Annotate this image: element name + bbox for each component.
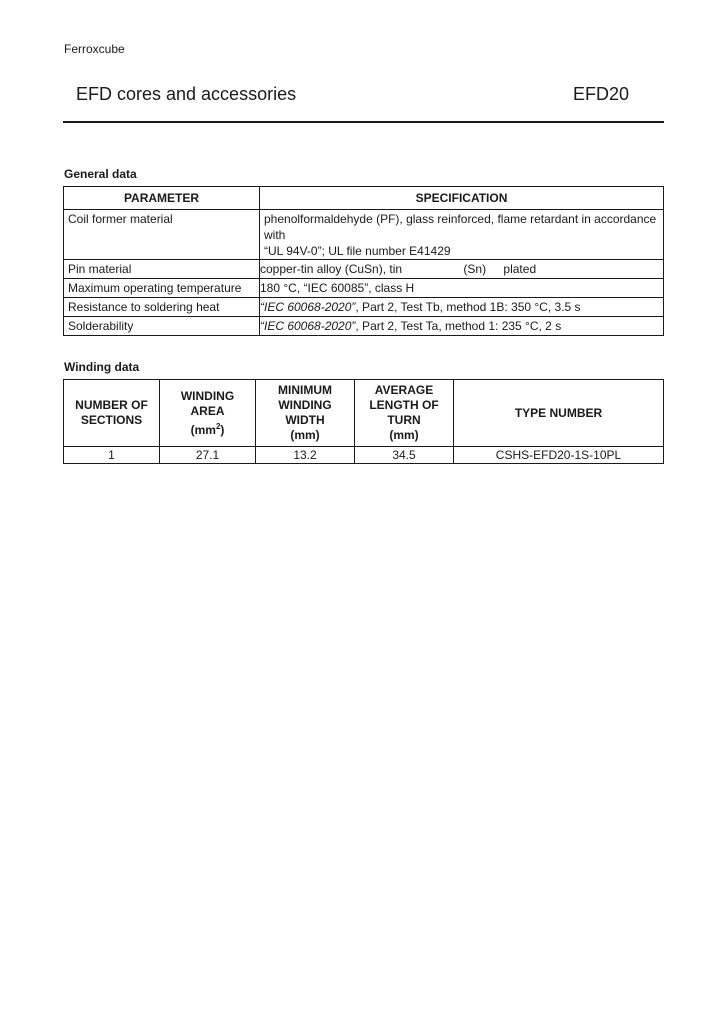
standard-ref: “IEC 60068-2020”	[260, 319, 356, 333]
spec-rest: , Part 2, Test Ta, method 1: 235 °C, 2 s	[355, 319, 562, 333]
document-title: EFD cores and accessories	[76, 84, 297, 104]
winding-data-title: Winding data	[64, 360, 140, 374]
param-cell: Coil former material	[64, 210, 260, 260]
header-min-winding-width: MINIMUM WINDING WIDTH (mm)	[256, 380, 355, 447]
header-specification: SPECIFICATION	[260, 187, 664, 210]
sections-cell: 1	[64, 447, 160, 464]
area-cell: 27.1	[160, 447, 256, 464]
spec-line: “UL 94V-0”; UL file number E41429	[264, 244, 451, 258]
spec-part: (Sn)	[463, 262, 487, 276]
spec-part: copper-tin alloy (CuSn), tin	[260, 262, 403, 276]
header-winding-area: WINDING AREA $(mm^2)$	[160, 380, 256, 447]
type-number-cell: CSHS-EFD20-1S-10PL	[454, 447, 664, 464]
header-divider	[63, 121, 664, 123]
winding-data-table	[63, 379, 664, 464]
param-cell: Pin material	[64, 260, 260, 279]
standard-ref: “IEC 60068-2020”	[260, 300, 356, 314]
header-avg-length-turn: AVERAGE LENGTH OF TURN (mm)	[355, 380, 454, 447]
table-header-row	[64, 380, 664, 447]
table-row	[64, 260, 664, 279]
spec-cell	[260, 317, 664, 336]
table-row	[64, 279, 664, 298]
param-cell: Solderability	[64, 317, 260, 336]
param-cell: Maximum operating temperature	[64, 279, 260, 298]
spec-cell	[260, 298, 664, 317]
table-row	[64, 447, 664, 464]
general-data-table	[63, 186, 664, 336]
spec-cell: 180 °C, “IEC 60085”, class H	[260, 279, 664, 298]
header-type-number: TYPE NUMBER	[454, 380, 664, 447]
header-parameter: PARAMETER	[64, 187, 260, 210]
spec-rest: , Part 2, Test Tb, method 1B: 350 °C, 3.5 s	[355, 300, 581, 314]
header-sections: NUMBER OF SECTIONS	[64, 380, 160, 447]
table-row	[64, 298, 664, 317]
turn-cell: 34.5	[355, 447, 454, 464]
width-cell: 13.2	[256, 447, 355, 464]
general-data-title: General data	[64, 167, 137, 181]
table-row	[64, 317, 664, 336]
spec-part: plated	[503, 262, 537, 276]
table-row	[64, 210, 664, 260]
spec-cell	[260, 210, 664, 260]
spec-cell	[260, 260, 664, 279]
table-header-row	[64, 187, 664, 210]
company-name: Ferroxcube	[64, 42, 125, 56]
document-code: EFD20	[573, 84, 630, 104]
param-cell: Resistance to soldering heat	[64, 298, 260, 317]
spec-line: phenolformaldehyde (PF), glass reinforced, flame retardant in accordance with	[264, 212, 657, 242]
